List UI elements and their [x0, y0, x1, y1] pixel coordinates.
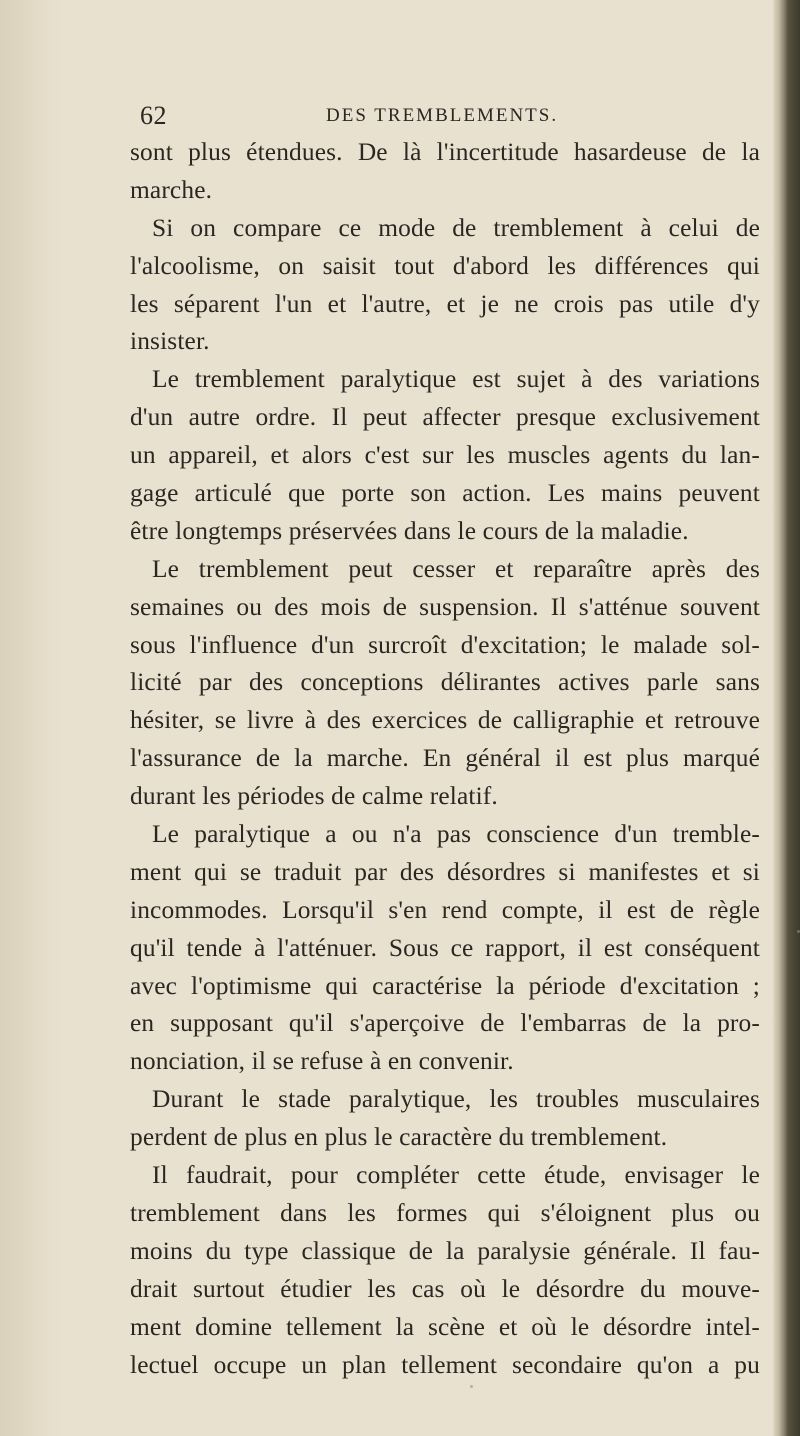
text-line: d'un autre ordre. Il peut affecter presque exclusivement [130, 403, 760, 432]
page-number: 62 [140, 101, 167, 130]
text-line: Il faudrait, pour compléter cette étude, envisager le [152, 1161, 760, 1190]
text-line: Le tremblement paralytique est sujet à des variations [152, 365, 760, 394]
text-line: Le tremblement peut cesser et reparaître après des [152, 554, 760, 583]
text-line: moins du type classique de la paralysie générale. Il fau- [130, 1236, 760, 1265]
text-line: insister. [130, 327, 210, 356]
text-line: l'alcoolisme, on saisit tout d'abord les différences qui [130, 251, 760, 280]
text-line: perdent de plus en plus le caractère du tremblement. [130, 1123, 668, 1152]
text-line: semaines ou des mois de suspension. Il s'atténue souvent [130, 592, 760, 621]
text-line: marche. [130, 175, 213, 204]
text-line: drait surtout étudier les cas où le désordre du mouve- [130, 1274, 760, 1303]
text-line: sont plus étendues. De là l'incertitude hasardeuse de la [130, 138, 760, 166]
text-line: en supposant qu'il s'aperçoive de l'embarras de la pro- [130, 1009, 760, 1038]
text-line: licité par des conceptions délirantes actives parle sans [130, 668, 760, 697]
text-line: sous l'influence d'un surcroît d'excitation; le malade sol- [130, 630, 760, 659]
book-binding-edge [778, 0, 800, 1436]
text-line: avec l'optimisme qui caractérise la période d'excitation ; [130, 971, 760, 1000]
text-line: l'assurance de la marche. En général il est plus marqué [130, 744, 760, 773]
text-line: lectuel occupe un plan tellement secondaire qu'on a pu [130, 1350, 760, 1379]
text-line: durant les périodes de calme relatif. [130, 782, 498, 811]
text-line: hésiter, se livre à des exercices de calligraphie et retrouve [130, 706, 760, 735]
text-line: un appareil, et alors c'est sur les muscles agents du lan- [130, 441, 760, 470]
text-line: incommodes. Lorsqu'il s'en rend compte, il est de règle [130, 895, 760, 924]
page-header [140, 101, 758, 131]
text-line: les séparent l'un et l'autre, et je ne crois pas utile d'y [130, 289, 760, 318]
text-line: tremblement dans les formes qui s'éloignent plus ou [130, 1198, 760, 1227]
text-line: ment qui se traduit par des désordres si manifestes et si [130, 857, 760, 886]
text-line: être longtemps préservées dans le cours de la maladie. [130, 516, 689, 545]
paper-speck [470, 1385, 473, 1388]
text-line: gage articulé que porte son action. Les mains peuvent [130, 479, 760, 508]
text-line: nonciation, il se refuse à en convenir. [130, 1047, 514, 1076]
text-line: qu'il tende à l'atténuer. Sous ce rapport, il est conséquent [130, 933, 760, 962]
text-line: Si on compare ce mode de tremblement à celui de [152, 213, 760, 242]
text-line: Durant le stade paralytique, les troubles musculaires [152, 1085, 760, 1114]
page-shadow [0, 0, 60, 1436]
running-head: DES TREMBLEMENTS. [326, 105, 559, 126]
body-text [130, 134, 760, 1384]
text-line: Le paralytique a ou n'a pas conscience d'un tremble- [152, 820, 760, 849]
text-line: ment domine tellement la scène et où le désordre intel- [130, 1312, 760, 1341]
